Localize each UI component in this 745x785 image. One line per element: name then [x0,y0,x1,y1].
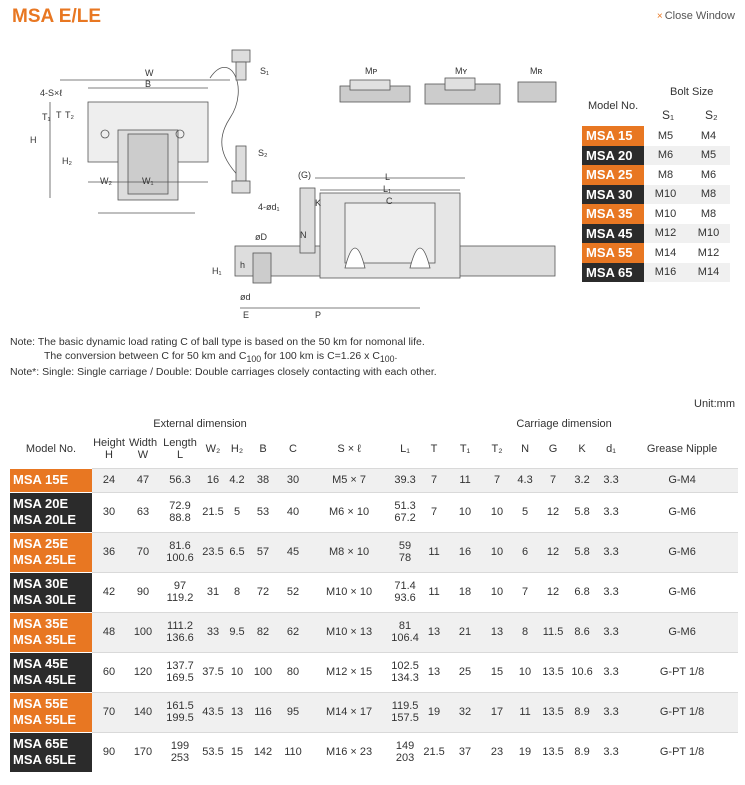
bolt-s2-cell: M6 [687,165,730,185]
col-model: Model No. [25,442,77,455]
col-l1: L₁ [400,442,410,455]
bolt-s2-cell: M8 [687,204,730,224]
cell-b: 38 [248,468,278,492]
cell-nip: G-PT 1/8 [626,692,738,732]
drawing-label-h2: H₂ [62,156,72,166]
cell-t1: 16 [448,532,482,572]
bolt-s1-cell: M8 [644,165,687,185]
bolt-s1-cell: M14 [644,243,687,263]
col-w2: W₂ [205,442,221,455]
cell-t2: 10 [482,492,512,532]
cell-w: 100 [126,612,160,652]
cell-t1: 37 [448,732,482,772]
bolt-s2-cell: M5 [687,146,730,166]
table-row [10,692,738,732]
bolt-s1-cell: M12 [644,224,687,244]
cell-k: 10.6 [568,652,596,692]
cell-n: 11 [512,692,538,732]
cell-n: 7 [512,572,538,612]
drawing-label-t: T [56,110,62,120]
cell-l: 111.2 136.6 [160,612,200,652]
cell-t2: 7 [482,468,512,492]
cell-d1: 3.3 [596,532,626,572]
cell-l: 137.7 169.5 [160,652,200,692]
cell-t1: 25 [448,652,482,692]
drawing-label-4sxl: 4-S×ℓ [40,88,63,98]
cell-lx: 102.5 134.3 [390,652,420,692]
cell-t2: 10 [482,572,512,612]
col-d1: d₁ [606,442,616,455]
cell-h2: 13 [226,692,248,732]
cell-t: 11 [420,532,448,572]
model-cell: MSA 55E MSA 55LE [10,692,92,732]
cell-c: 62 [278,612,308,652]
bolt-row [582,146,730,166]
cell-h2: 10 [226,652,248,692]
col-k: K [578,442,586,455]
cell-sxl: M8 × 10 [308,532,390,572]
cell-c: 30 [278,468,308,492]
cell-h: 70 [92,692,126,732]
moment-label-mr: Mʀ [530,66,543,76]
model-cell: MSA 15E [10,468,92,492]
cell-t: 13 [420,652,448,692]
bolt-s1-cell: M5 [644,126,687,146]
table-row [10,612,738,652]
cell-sxl: M5 × 7 [308,468,390,492]
bolt-model-cell: MSA 35 [582,204,644,224]
side-label-c: C [386,196,393,206]
cell-t: 13 [420,612,448,652]
cell-c: 95 [278,692,308,732]
cell-sxl: M12 × 15 [308,652,390,692]
cell-n: 5 [512,492,538,532]
cell-w: 140 [126,692,160,732]
cell-t1: 21 [448,612,482,652]
cell-h: 30 [92,492,126,532]
spec-table [10,410,738,772]
bolt-size-table [582,86,730,282]
table-row [10,732,738,772]
bolt-s2-cell: M4 [687,126,730,146]
cell-t1: 32 [448,692,482,732]
cell-d1: 3.3 [596,652,626,692]
cell-b: 116 [248,692,278,732]
cell-k: 8.9 [568,692,596,732]
moment-diagrams [340,78,556,104]
col-t: T [430,442,438,455]
cell-w2: 21.5 [200,492,226,532]
cell-t: 11 [420,572,448,612]
bolt-row [582,224,730,244]
drawing-label-w2: W₂ [100,176,112,186]
cell-b: 82 [248,612,278,652]
cell-t1: 11 [448,468,482,492]
cell-b: 72 [248,572,278,612]
cell-l: 199 253 [160,732,200,772]
cell-w2: 33 [200,612,226,652]
col-height: Height H [93,436,125,461]
cell-w: 70 [126,532,160,572]
cell-g: 12 [538,572,568,612]
unit-label: Unit:mm [694,398,735,410]
bolt-model-cell: MSA 15 [582,126,644,146]
cell-nip: G-PT 1/8 [626,652,738,692]
model-cell: MSA 20E MSA 20LE [10,492,92,532]
col-b: B [259,442,267,455]
model-cell: MSA 35E MSA 35LE [10,612,92,652]
cell-t: 21.5 [420,732,448,772]
cell-t1: 18 [448,572,482,612]
cell-g: 13.5 [538,692,568,732]
technical-drawing [0,38,580,330]
col-c: C [289,442,297,455]
col-width: Width W [128,436,158,461]
cell-g: 13.5 [538,732,568,772]
table-row [10,652,738,692]
cell-k: 8.9 [568,732,596,772]
cell-g: 12 [538,532,568,572]
note-line-2: The conversion between C for 50 km and $C_{100}$ for 100 km is C=1.26 x $C_{100}$. [44,349,398,364]
cell-k: 3.2 [568,468,596,492]
cell-nip: G-M6 [626,572,738,612]
cell-h2: 5 [226,492,248,532]
cell-l: 56.3 [160,468,200,492]
close-icon: × [656,11,663,22]
cell-nip: G-M6 [626,612,738,652]
cell-h: 90 [92,732,126,772]
cell-d1: 3.3 [596,692,626,732]
front-view-drawing [50,67,250,213]
cell-l: 81.6 100.6 [160,532,200,572]
cell-c: 80 [278,652,308,692]
side-label-4d1: 4-ød₁ [258,202,280,212]
model-cell: MSA 65E MSA 65LE [10,732,92,772]
moment-label-my: Mʏ [455,66,468,76]
note-line-3: Note*: Single: Single carriage / Double: Double carriages closely contacting with each other. [10,366,437,379]
cell-t2: 10 [482,532,512,572]
col-sxl: S × ℓ [337,442,361,455]
cell-w: 63 [126,492,160,532]
bolt-s2-header: S₂ [705,108,718,122]
table-row [10,468,738,492]
cell-w2: 31 [200,572,226,612]
bolt-s1-cell: M10 [644,185,687,205]
cell-t2: 23 [482,732,512,772]
cell-b: 57 [248,532,278,572]
cell-t2: 15 [482,652,512,692]
cell-w: 90 [126,572,160,612]
cell-k: 6.8 [568,572,596,612]
cell-h: 48 [92,612,126,652]
bolt-model-header: Model No. [588,100,639,112]
model-cell: MSA 30E MSA 30LE [10,572,92,612]
cell-w2: 23.5 [200,532,226,572]
cell-b: 100 [248,652,278,692]
page-title: MSA E/LE [12,6,102,27]
table-row [10,572,738,612]
drawing-label-b: B [145,79,152,89]
cell-k: 5.8 [568,492,596,532]
cell-sxl: M16 × 23 [308,732,390,772]
side-view-drawing [235,178,555,308]
cell-t2: 13 [482,612,512,652]
cell-g: 7 [538,468,568,492]
bolt-model-cell: MSA 20 [582,146,644,166]
cell-h2: 9.5 [226,612,248,652]
cell-nip: G-M6 [626,532,738,572]
note-line-1: Note: The basic dynamic load rating C of ball type is based on the 50 km for nomonal life. [10,336,425,348]
cell-nip: G-M6 [626,492,738,532]
cell-d1: 3.3 [596,492,626,532]
side-label-p: P [315,310,322,320]
bolt-s1-cell: M16 [644,263,687,283]
col-length: Length L [163,436,197,461]
cell-w: 170 [126,732,160,772]
close-window-link[interactable] [657,10,735,22]
cell-b: 142 [248,732,278,772]
bolt-model-cell: MSA 45 [582,224,644,244]
cell-d1: 3.3 [596,732,626,772]
cell-l: 161.5 199.5 [160,692,200,732]
cell-l: 97 119.2 [160,572,200,612]
cell-h2: 4.2 [226,468,248,492]
side-label-k: K [315,198,322,208]
bolt-row [582,204,730,224]
cell-t1: 10 [448,492,482,532]
cell-n: 6 [512,532,538,572]
cell-lx: 81 106.4 [390,612,420,652]
cell-l: 72.9 88.8 [160,492,200,532]
cell-h: 36 [92,532,126,572]
side-label-e: E [243,310,250,320]
side-label-h1: H₁ [212,266,222,276]
cell-nip: G-PT 1/8 [626,732,738,772]
cell-t: 7 [420,492,448,532]
side-label-h: h [240,260,246,270]
cell-d1: 3.3 [596,612,626,652]
cell-c: 110 [278,732,308,772]
cell-w: 47 [126,468,160,492]
cell-k: 8.6 [568,612,596,652]
cell-lx: 149 203 [390,732,420,772]
side-label-l: L [385,172,391,182]
cell-n: 4.3 [512,468,538,492]
bolt-s2-cell: M10 [687,224,730,244]
cell-h: 42 [92,572,126,612]
group-carriage-header: Carriage dimension [516,418,612,430]
cell-g: 11.5 [538,612,568,652]
cell-sxl: M14 × 17 [308,692,390,732]
model-cell: MSA 25E MSA 25LE [10,532,92,572]
bolt-row [582,243,730,263]
bolt-s1-cell: M6 [644,146,687,166]
cell-c: 45 [278,532,308,572]
col-t1: T₁ [459,442,471,455]
drawing-label-t2: T₂ [65,110,74,120]
cell-n: 8 [512,612,538,652]
drawing-label-h: H [30,135,37,145]
col-h2: H₂ [230,442,244,455]
col-grease-nipple: Grease Nipple [646,442,718,455]
bolt-row [582,126,730,146]
bolt-s2-cell: M8 [687,185,730,205]
close-window-label: Close Window [664,10,735,22]
cell-h2: 6.5 [226,532,248,572]
table-row [10,492,738,532]
cell-sxl: M10 × 13 [308,612,390,652]
cell-lx: 39.3 [390,468,420,492]
bolt-row [582,165,730,185]
moment-label-mp: Mᴘ [365,66,378,76]
bolt-model-cell: MSA 55 [582,243,644,263]
bolt-row [582,185,730,205]
cell-sxl: M6 × 10 [308,492,390,532]
cell-n: 10 [512,652,538,692]
cell-w2: 16 [200,468,226,492]
bolt-size-caption: Bolt Size [670,86,714,98]
bolt-model-cell: MSA 65 [582,263,644,283]
col-g: G [548,442,558,455]
cell-t: 19 [420,692,448,732]
cell-c: 40 [278,492,308,532]
cell-w2: 53.5 [200,732,226,772]
cell-t2: 17 [482,692,512,732]
cell-h: 24 [92,468,126,492]
cell-w: 120 [126,652,160,692]
bolt-model-cell: MSA 25 [582,165,644,185]
cell-c: 52 [278,572,308,612]
bolt-s2-cell: M14 [687,263,730,283]
cell-w2: 43.5 [200,692,226,732]
table-row [10,532,738,572]
drawing-label-s1: S₁ [260,66,270,76]
cell-k: 5.8 [568,532,596,572]
cell-h2: 8 [226,572,248,612]
drawing-label-t1: T₁ [42,112,51,122]
col-t2: T₂ [491,442,503,455]
cell-lx: 119.5 157.5 [390,692,420,732]
bolt-s1-header: S₁ [662,108,675,122]
cell-lx: 59 78 [390,532,420,572]
cell-lx: 71.4 93.6 [390,572,420,612]
cell-sxl: M10 × 10 [308,572,390,612]
side-label-l1: L₁ [383,184,392,194]
cell-h: 60 [92,652,126,692]
drawing-label-s2: S₂ [258,148,268,158]
cell-b: 53 [248,492,278,532]
cell-nip: G-M4 [626,468,738,492]
side-label-d: ød [240,292,251,302]
bolt-s2-drawing [232,146,250,193]
cell-d1: 3.3 [596,468,626,492]
side-label-od: øD [255,232,267,242]
cell-lx: 51.3 67.2 [390,492,420,532]
side-label-g: (G) [298,170,311,180]
model-cell: MSA 45E MSA 45LE [10,652,92,692]
cell-g: 12 [538,492,568,532]
cell-g: 13.5 [538,652,568,692]
group-external-header: External dimension [153,418,247,430]
cell-t: 7 [420,468,448,492]
bolt-s2-cell: M12 [687,243,730,263]
drawing-label-w1: W₁ [142,176,154,186]
bolt-s1-cell: M10 [644,204,687,224]
cell-h2: 15 [226,732,248,772]
cell-d1: 3.3 [596,572,626,612]
drawing-label-w: W [145,68,154,78]
notes [10,336,437,380]
cell-w2: 37.5 [200,652,226,692]
cell-n: 19 [512,732,538,772]
side-label-n: N [300,230,307,240]
bolt-row [582,263,730,283]
bolt-model-cell: MSA 30 [582,185,644,205]
col-n: N [521,442,530,455]
